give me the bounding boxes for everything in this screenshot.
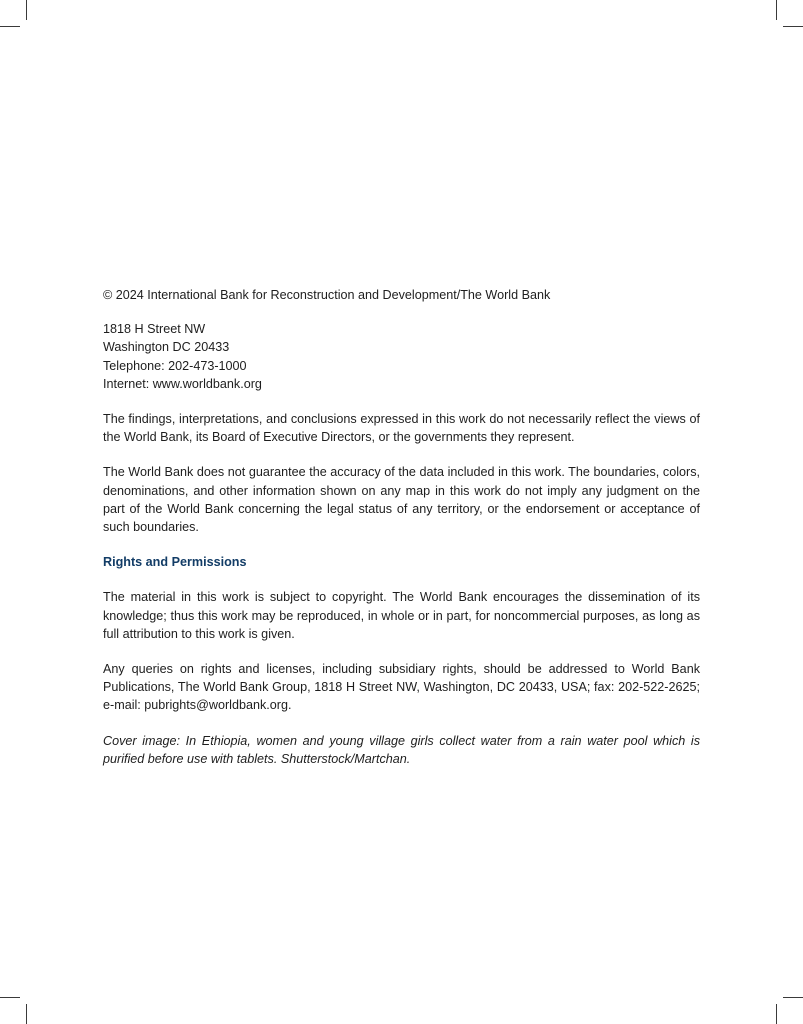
address-block <box>103 320 700 393</box>
crop-mark <box>783 26 803 27</box>
copyright-line: © 2024 International Bank for Reconstruction and Development/The World Bank <box>103 288 551 302</box>
address-internet: Internet: www.worldbank.org <box>103 376 262 391</box>
address-telephone: Telephone: 202-473-1000 <box>103 358 247 373</box>
crop-mark <box>783 997 803 998</box>
crop-mark <box>26 1004 27 1024</box>
crop-mark <box>26 0 27 20</box>
address-street: 1818 H Street NW <box>103 322 206 337</box>
rights-heading: Rights and Permissions <box>103 555 247 570</box>
crop-mark <box>0 26 20 27</box>
disclaimer-views: The findings, interpretations, and conclusions expressed in this work do not necessarily reflect the views of the World Bank, its Board of Executive Directors, or the governments they represent. <box>103 412 700 445</box>
disclaimer-data: The World Bank does not guarantee the accuracy of the data included in this work. The boundaries, colors, denominations, and other information shown on any map in this work do not imply any judgment on the part of the World Bank concerning the legal status of any territory, or the endorsement or acceptance of such boundaries. <box>103 465 700 535</box>
crop-mark <box>776 1004 777 1024</box>
rights-queries-paragraph: Any queries on rights and licenses, including subsidiary rights, should be addressed to World Bank Publications, The World Bank Group, 1818 H Street NW, Washington, DC 20433, USA; fax: 202-522-2625; e-mail: pubrights@worldbank.org. <box>103 662 700 713</box>
cover-caption: Cover image: In Ethiopia, women and young village girls collect water from a rain water pool which is purified before use with tablets. Shutterstock/Martchan. <box>103 733 700 766</box>
rights-copyright-paragraph: The material in this work is subject to copyright. The World Bank encourages the dissemination of its knowledge; thus this work may be reproduced, in whole or in part, for noncommercial purposes, as long as full attribution to this work is given. <box>103 590 700 641</box>
copyright-page-body <box>103 286 700 768</box>
address-city: Washington DC 20433 <box>103 340 230 355</box>
crop-mark <box>0 997 20 998</box>
crop-mark <box>776 0 777 20</box>
